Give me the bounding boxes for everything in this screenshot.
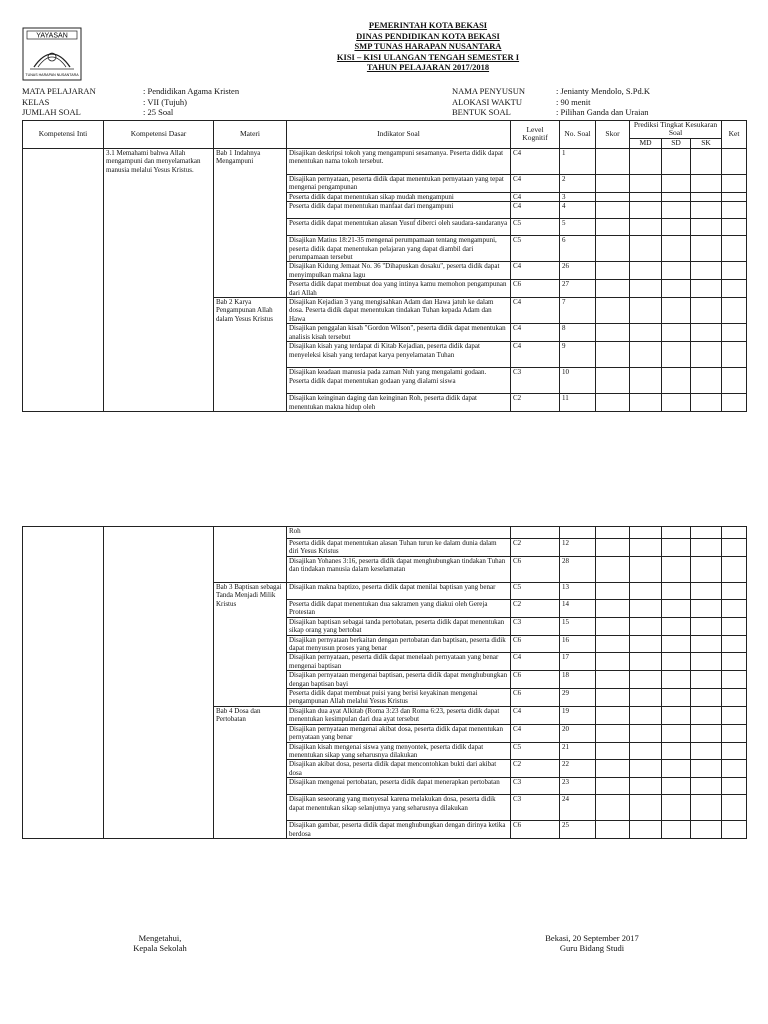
meta-key: JUMLAH SOAL [22,107,81,117]
cell-level: C5 [511,219,560,236]
cell-no-soal: 13 [560,583,596,600]
cell-sd [662,368,691,394]
cell-materi: Bab 4 Dosa dan Pertobatan [214,706,287,838]
cell-md [630,342,662,368]
meta-value: : 25 Soal [143,107,174,117]
table-row [23,527,747,539]
cell-ket [722,202,747,219]
cell-md [630,192,662,201]
cell-level: C4 [511,192,560,201]
cell-skor [596,262,630,280]
cell-md [630,368,662,394]
col-header-sd: SD [662,138,691,148]
cell-level: C2 [511,394,560,412]
cell-indikator: Disajikan kisah yang terdapat di Kitab Kejadian, peserta didik dapat menyeleksi kisah yang terdapat karya penyelamatan Tuhan [287,342,511,368]
cell-md [630,262,662,280]
school-logo [22,27,82,81]
cell-ket [722,821,747,839]
cell-indikator: Disajikan Kejadian 3 yang mengisahkan Adam dan Hawa jatuh ke dalam dosa. Peserta didik dapat menentukan tindakan Tuhan kepada Adam dan Hawa [287,298,511,324]
cell-ket [722,706,747,724]
cell-no-soal: 11 [560,394,596,412]
cell-sk [691,342,722,368]
cell-level: C4 [511,174,560,192]
meta-key: KELAS [22,96,50,107]
meta-left [22,86,239,118]
cell-md [630,689,662,707]
col-header-md: MD [630,138,662,148]
cell-level: C3 [511,778,560,795]
cell-sk [691,236,722,262]
cell-sd [662,342,691,368]
cell-indikator: Peserta didik dapat membuat puisi yang berisi keyakinan mengenai pengampunan Allah melalui Yesus Kristus [287,689,511,707]
cell-sk [691,394,722,412]
cell-materi: Bab 1 Indahnya Mengampuni [214,148,287,297]
cell-level: C5 [511,742,560,760]
cell-level: C2 [511,760,560,778]
cell-sd [662,202,691,219]
cell-sk [691,219,722,236]
cell-level: C4 [511,298,560,324]
cell-md [630,557,662,583]
cell-sd [662,653,691,671]
cell-indikator: Disajikan akibat dosa, peserta didik dapat mencontohkan bukti dari akibat dosa [287,760,511,778]
cell-sk [691,324,722,342]
cell-sk [691,706,722,724]
cell-materi: Bab 3 Baptisan sebagai Tanda Menjadi Milik Kristus [214,583,287,707]
cell-skor [596,706,630,724]
cell-md [630,324,662,342]
cell-sk [691,557,722,583]
cell-kompetensi-dasar: 3.1 Memahami bahwa Allah mengampuni dan menyelamatkan manusia melalui Yesus Kristus. [104,148,214,411]
cell-skor [596,600,630,618]
cell-md [630,583,662,600]
cell-ket [722,689,747,707]
cell-skor [596,219,630,236]
cell-level: C3 [511,368,560,394]
cell-indikator: Disajikan penggalan kisah "Gordon Wilson", peserta didik dapat menentukan analisis kisah tersebut [287,324,511,342]
cell-ket [722,778,747,795]
cell-level: C4 [511,653,560,671]
cell-indikator: Peserta didik dapat menentukan sikap mudah mengampuni [287,192,511,201]
cell-md [630,706,662,724]
sign-line: Bekasi, 20 September 2017 [545,933,639,943]
cell-level: C5 [511,236,560,262]
cell-level: C6 [511,671,560,689]
cell-sd [662,795,691,821]
cell-skor [596,236,630,262]
cell-md [630,600,662,618]
cell-indikator: Disajikan pernyataan berkaitan dengan pertobatan dan baptisan, peserta didik dapat menyusun proses yang benar [287,635,511,653]
cell-level: C5 [511,583,560,600]
cell-sd [662,527,691,539]
cell-ket [722,527,747,539]
cell-indikator: Disajikan seseorang yang menyesal karena melakukan dosa, peserta didik dapat menentukan sikap selanjutnya yang seharusnya dilakukan [287,795,511,821]
cell-no-soal: 25 [560,821,596,839]
cell-no-soal: 19 [560,706,596,724]
cell-no-soal: 10 [560,368,596,394]
cell-md [630,174,662,192]
cell-md [630,760,662,778]
cell-sk [691,617,722,635]
cell-level: C6 [511,635,560,653]
cell-indikator: Disajikan deskripsi tokoh yang mengampuni sesamanya. Peserta didik dapat menentukan nama tokoh tersebut. [287,148,511,174]
cell-indikator: Roh [287,527,511,539]
cell-sd [662,324,691,342]
header-line: DINAS PENDIDIKAN KOTA BEKASI [356,30,500,41]
logo-bottom-text: TUNAS HARAPAN NUSANTARA [25,73,79,77]
cell-skor [596,742,630,760]
cell-level: C6 [511,557,560,583]
cell-sk [691,742,722,760]
cell-sd [662,262,691,280]
cell-indikator: Disajikan baptisan sebagai tanda pertobatan, peserta didik dapat menentukan sikap orang yang bertobat [287,617,511,635]
cell-kompetensi-inti [23,527,104,839]
cell-sd [662,539,691,557]
meta-value: : 90 menit [556,96,591,107]
cell-materi [214,527,287,583]
cell-skor [596,280,630,298]
cell-sd [662,671,691,689]
document-header [200,20,656,73]
cell-skor [596,724,630,742]
cell-level: C4 [511,342,560,368]
cell-indikator: Disajikan dua ayat Alkitab (Roma 3:23 dan Roma 6:23, peserta didik dapat menentukan kesimpulan dari dua ayat tersebut [287,706,511,724]
cell-no-soal: 23 [560,778,596,795]
cell-md [630,635,662,653]
cell-no-soal: 8 [560,324,596,342]
cell-skor [596,148,630,174]
cell-indikator: Disajikan kisah mengenai siswa yang menyontek, peserta didik dapat menentukan sikap yang seharusnya dilakukan [287,742,511,760]
col-header-materi: Materi [214,121,287,149]
col-header-skor: Skor [596,121,630,149]
cell-level: C6 [511,821,560,839]
cell-ket [722,192,747,201]
col-header-ket: Ket [722,121,747,149]
cell-skor [596,760,630,778]
cell-md [630,742,662,760]
cell-skor [596,671,630,689]
grid-table-page-1 [22,120,747,412]
cell-md [630,671,662,689]
cell-no-soal: 27 [560,280,596,298]
cell-sk [691,689,722,707]
cell-skor [596,527,630,539]
cell-sk [691,635,722,653]
meta-value: : Jenianty Mendolo, S.Pd.K [556,86,650,96]
cell-md [630,202,662,219]
cell-no-soal: 26 [560,262,596,280]
col-header-no: No. Soal [560,121,596,149]
col-header-sk: SK [691,138,722,148]
cell-sd [662,174,691,192]
cell-skor [596,539,630,557]
cell-ket [722,148,747,174]
cell-sk [691,583,722,600]
cell-indikator: Disajikan makna baptizo, peserta didik dapat menilai baptisan yang benar [287,583,511,600]
cell-no-soal: 3 [560,192,596,201]
cell-md [630,617,662,635]
cell-level: C3 [511,617,560,635]
cell-sk [691,778,722,795]
cell-md [630,653,662,671]
cell-ket [722,653,747,671]
cell-ket [722,557,747,583]
cell-sk [691,174,722,192]
meta-value: : VII (Tujuh) [143,96,187,107]
cell-sd [662,583,691,600]
cell-sd [662,742,691,760]
cell-skor [596,174,630,192]
cell-indikator: Disajikan mengenai pertobatan, peserta didik dapat menerapkan pertobatan [287,778,511,795]
cell-sk [691,527,722,539]
cell-indikator: Disajikan pernyataan, peserta didik dapat menentukan pernyataan yang tepat mengenai pengampunan [287,174,511,192]
cell-ket [722,394,747,412]
cell-skor [596,324,630,342]
cell-ket [722,368,747,394]
cell-level: C6 [511,689,560,707]
cell-skor [596,617,630,635]
sign-line: Guru Bidang Studi [559,943,625,953]
cell-indikator: Disajikan pernyataan mengenai akibat dosa, peserta didik dapat menentukan pernyataan yang benar [287,724,511,742]
cell-no-soal: 28 [560,557,596,583]
cell-level: C4 [511,724,560,742]
cell-sd [662,617,691,635]
cell-sd [662,557,691,583]
cell-sk [691,262,722,280]
cell-no-soal: 20 [560,724,596,742]
signature-right [520,933,664,953]
cell-ket [722,298,747,324]
cell-sk [691,724,722,742]
cell-sd [662,236,691,262]
cell-skor [596,557,630,583]
cell-ket [722,600,747,618]
cell-skor [596,368,630,394]
cell-ket [722,583,747,600]
cell-no-soal: 22 [560,760,596,778]
cell-level: C2 [511,600,560,618]
header-line: PEMERINTAH KOTA BEKASI [368,20,488,30]
cell-sd [662,600,691,618]
signature-left [100,933,220,953]
cell-no-soal: 16 [560,635,596,653]
cell-sd [662,706,691,724]
cell-indikator: Disajikan gambar, peserta didik dapat menghubungkan dengan dirinya ketika berdosa [287,821,511,839]
cell-sk [691,280,722,298]
cell-sd [662,192,691,201]
cell-level: C4 [511,706,560,724]
cell-indikator: Disajikan pernyataan, peserta didik dapat menelaah pernyataan yang benar mengenai baptisan [287,653,511,671]
cell-indikator: Disajikan keadaan manusia pada zaman Nuh yang mengalami godaan. Peserta didik dapat menentukan godaan yang dialami siswa [287,368,511,394]
cell-sd [662,689,691,707]
cell-md [630,280,662,298]
meta-right [452,86,650,118]
cell-sk [691,298,722,324]
cell-indikator: Peserta didik dapat menentukan manfaat dari mengampuni [287,202,511,219]
cell-ket [722,671,747,689]
cell-no-soal: 29 [560,689,596,707]
cell-indikator: Disajikan Matius 18:21-35 mengenai perumpamaan tentang mengampuni, peserta didik dapat menentukan pelajaran yang dapat diambil dari perumpamaan tersebut [287,236,511,262]
meta-key: NAMA PENYUSUN [452,86,525,96]
cell-no-soal: 9 [560,342,596,368]
cell-indikator: Disajikan Yohanes 3:16, peserta didik dapat menghubungkan tindakan Tuhan dan tindakan manusia dalam keselamatan [287,557,511,583]
cell-no-soal: 24 [560,795,596,821]
cell-level: C3 [511,795,560,821]
logo-top-text: YAYASAN [36,32,68,40]
cell-sk [691,653,722,671]
cell-level [511,527,560,539]
cell-indikator: Disajikan keinginan daging dan keinginan Roh, peserta didik dapat menentukan makna hidup oleh [287,394,511,412]
col-header-level: Level Kognitif [511,121,560,149]
cell-md [630,236,662,262]
sign-line: Mengetahui, [138,933,182,943]
cell-no-soal: 15 [560,617,596,635]
cell-level: C4 [511,202,560,219]
cell-sk [691,192,722,201]
cell-md [630,821,662,839]
cell-sd [662,219,691,236]
cell-no-soal: 6 [560,236,596,262]
cell-ket [722,795,747,821]
cell-skor [596,821,630,839]
cell-md [630,298,662,324]
cell-materi: Bab 2 Karya Pengampunan Allah dalam Yesus Kristus [214,298,287,412]
cell-kompetensi-inti [23,148,104,411]
col-header-indikator: Indikator Soal [287,121,511,149]
cell-sd [662,635,691,653]
cell-sk [691,368,722,394]
cell-skor [596,635,630,653]
header-line: KISI – KISI ULANGAN TENGAH SEMESTER I [336,51,520,62]
cell-skor [596,298,630,324]
cell-skor [596,795,630,821]
header-line: SMP TUNAS HARAPAN NUSANTARA [354,41,502,51]
cell-sk [691,148,722,174]
cell-indikator: Disajikan pernyataan mengenai baptisan, peserta didik dapat menghubungkan dengan baptisan bayi [287,671,511,689]
cell-no-soal [560,527,596,539]
cell-indikator: Peserta didik dapat menentukan alasan Yusuf diberci oleh saudara-saudaranya [287,219,511,236]
meta-key: BENTUK SOAL [452,107,511,117]
cell-ket [722,742,747,760]
cell-skor [596,342,630,368]
table-row [23,148,747,174]
cell-sd [662,298,691,324]
cell-level: C4 [511,262,560,280]
cell-indikator: Peserta didik dapat menentukan alasan Tuhan turun ke dalam dunia dalam diri Yesus Kristus [287,539,511,557]
col-header-kd: Kompetensi Dasar [104,121,214,149]
cell-ket [722,342,747,368]
meta-key: MATA PELAJARAN [22,86,96,96]
cell-sd [662,280,691,298]
cell-md [630,778,662,795]
cell-sd [662,821,691,839]
cell-sd [662,778,691,795]
cell-indikator: Peserta didik dapat menentukan dua sakramen yang diakui oleh Gereja Protestan [287,600,511,618]
cell-kompetensi-dasar [104,527,214,839]
cell-sd [662,148,691,174]
cell-sk [691,539,722,557]
cell-level: C4 [511,148,560,174]
cell-skor [596,192,630,201]
cell-skor [596,394,630,412]
cell-sk [691,821,722,839]
cell-ket [722,539,747,557]
cell-no-soal: 21 [560,742,596,760]
meta-value: : Pilihan Ganda dan Uraian [556,107,649,117]
cell-ket [722,174,747,192]
cell-ket [722,262,747,280]
cell-no-soal: 7 [560,298,596,324]
sign-line: Kepala Sekolah [133,943,187,953]
cell-ket [722,617,747,635]
cell-skor [596,583,630,600]
cell-md [630,724,662,742]
cell-md [630,148,662,174]
cell-no-soal: 5 [560,219,596,236]
meta-key: ALOKASI WAKTU [452,96,522,107]
cell-level: C6 [511,280,560,298]
cell-no-soal: 12 [560,539,596,557]
cell-sk [691,760,722,778]
cell-no-soal: 4 [560,202,596,219]
cell-ket [722,635,747,653]
cell-no-soal: 14 [560,600,596,618]
cell-skor [596,778,630,795]
cell-no-soal: 18 [560,671,596,689]
grid-table-page-2 [22,526,747,839]
cell-md [630,539,662,557]
cell-indikator: Peserta didik dapat membuat doa yang intinya kamu memohon pengampunan dari Allah [287,280,511,298]
cell-ket [722,219,747,236]
col-header-ki: Kompetensi Inti [23,121,104,149]
cell-ket [722,236,747,262]
cell-md [630,394,662,412]
cell-md [630,795,662,821]
cell-sk [691,671,722,689]
col-header-prediksi: Prediksi Tingkat Kesukaran Soal [630,121,722,139]
cell-md [630,527,662,539]
cell-ket [722,324,747,342]
cell-ket [722,724,747,742]
cell-sk [691,795,722,821]
cell-md [630,219,662,236]
header-line: TAHUN PELAJARAN 2017/2018 [366,62,490,72]
cell-level: C4 [511,324,560,342]
cell-sd [662,724,691,742]
cell-ket [722,760,747,778]
cell-indikator: Disajikan Kidung Jemaat No. 36 "Dihapuskan dosaku", peserta didik dapat menyimpulkan makna lagu [287,262,511,280]
cell-sd [662,394,691,412]
cell-sd [662,760,691,778]
cell-sk [691,600,722,618]
cell-no-soal: 17 [560,653,596,671]
meta-value: : Pendidikan Agama Kristen [143,86,240,96]
cell-skor [596,202,630,219]
cell-skor [596,689,630,707]
cell-ket [722,280,747,298]
cell-no-soal: 2 [560,174,596,192]
cell-level: C2 [511,539,560,557]
cell-no-soal: 1 [560,148,596,174]
cell-sk [691,202,722,219]
cell-skor [596,653,630,671]
